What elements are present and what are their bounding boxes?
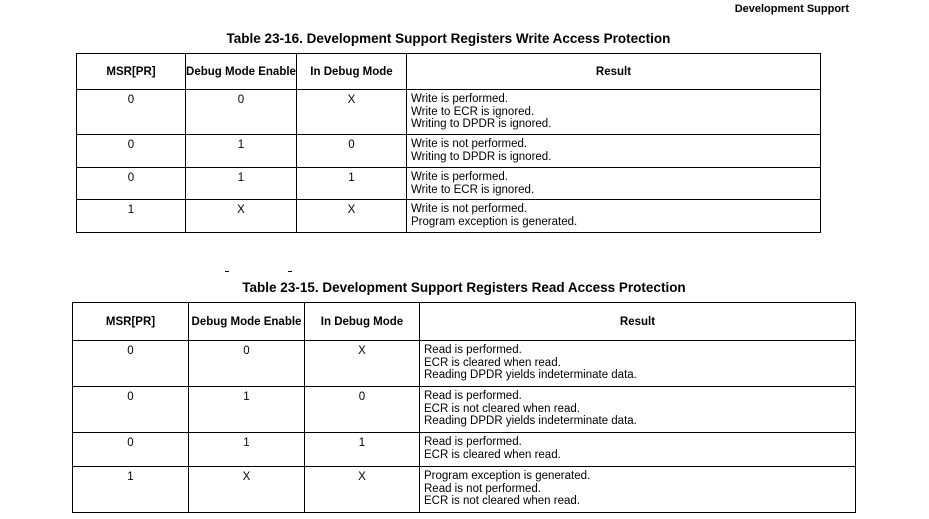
result-line: ECR is not cleared when read. (424, 495, 580, 507)
cell-msr-pr: 0 (77, 90, 186, 135)
table-header-row (77, 54, 821, 90)
write-access-table (76, 53, 821, 233)
table-row (73, 467, 856, 513)
table-write-title: Table 23-16. Development Support Registers Write Access Protection (226, 31, 671, 46)
cell-msr-pr: 0 (73, 433, 189, 467)
result-line: Write to ECR is ignored. (411, 105, 535, 118)
result-line: Program exception is generated. (411, 215, 578, 228)
table-row (77, 168, 821, 200)
result-line: Write is performed. (411, 93, 508, 105)
cell-debug-mode-enable: 1 (189, 433, 305, 467)
cell-result (407, 168, 821, 200)
table-row (73, 433, 856, 467)
result-line: Writing to DPDR is ignored. (411, 118, 552, 130)
result-line: Reading DPDR yields indeterminate data. (424, 415, 637, 427)
column-header-debug-mode-enable: Debug Mode Enable (186, 54, 297, 90)
column-header-msr-pr: MSR[PR] (77, 54, 186, 90)
scan-mark (288, 271, 292, 272)
table-read-title: Table 23-15. Development Support Registers Read Access Protection (242, 280, 686, 295)
column-header-in-debug-mode: In Debug Mode (297, 54, 407, 90)
result-line: Read is performed. (424, 344, 522, 356)
result-line: Read is performed. (424, 390, 522, 402)
result-line: Write is performed. (411, 171, 508, 183)
result-line: Read is not performed. (424, 482, 541, 495)
result-line: ECR is not cleared when read. (424, 402, 580, 415)
cell-in-debug-mode: X (305, 341, 420, 387)
result-line: Writing to DPDR is ignored. (411, 150, 552, 163)
cell-result (407, 90, 821, 135)
column-header-msr-pr: MSR[PR] (73, 303, 189, 341)
table-row (73, 387, 856, 433)
cell-in-debug-mode: X (297, 90, 407, 135)
result-line: Read is performed. (424, 436, 522, 448)
cell-result (420, 467, 856, 513)
cell-in-debug-mode: X (297, 200, 407, 233)
result-line: Reading DPDR yields indeterminate data. (424, 369, 637, 381)
cell-debug-mode-enable: 1 (186, 168, 297, 200)
cell-msr-pr: 0 (77, 135, 186, 168)
scan-mark (225, 271, 229, 272)
cell-in-debug-mode: 1 (305, 433, 420, 467)
result-line: Program exception is generated. (424, 470, 591, 482)
table-row (77, 90, 821, 135)
column-header-debug-mode-enable: Debug Mode Enable (189, 303, 305, 341)
result-line: Write to ECR is ignored. (411, 183, 535, 196)
cell-debug-mode-enable: 1 (189, 387, 305, 433)
cell-msr-pr: 0 (73, 387, 189, 433)
cell-result (420, 433, 856, 467)
cell-msr-pr: 0 (77, 168, 186, 200)
column-header-result: Result (420, 303, 856, 341)
table-header-row (73, 303, 856, 341)
cell-result (420, 387, 856, 433)
result-line: Write is not performed. (411, 203, 528, 215)
result-line: ECR is cleared when read. (424, 356, 561, 369)
cell-in-debug-mode: X (305, 467, 420, 513)
table-row (77, 200, 821, 233)
cell-result (420, 341, 856, 387)
cell-msr-pr: 1 (73, 467, 189, 513)
cell-result (407, 200, 821, 233)
cell-in-debug-mode: 0 (297, 135, 407, 168)
read-access-table (72, 302, 856, 513)
result-line: Write is not performed. (411, 138, 528, 150)
table-row (77, 135, 821, 168)
cell-debug-mode-enable: 0 (189, 341, 305, 387)
cell-msr-pr: 0 (73, 341, 189, 387)
cell-debug-mode-enable: X (186, 200, 297, 233)
cell-msr-pr: 1 (77, 200, 186, 233)
cell-debug-mode-enable: X (189, 467, 305, 513)
cell-in-debug-mode: 0 (305, 387, 420, 433)
cell-debug-mode-enable: 1 (186, 135, 297, 168)
running-header: Development Support (734, 3, 849, 15)
cell-debug-mode-enable: 0 (186, 90, 297, 135)
result-line: ECR is cleared when read. (424, 448, 561, 461)
table-row (73, 341, 856, 387)
cell-result (407, 135, 821, 168)
column-header-result: Result (407, 54, 821, 90)
column-header-in-debug-mode: In Debug Mode (305, 303, 420, 341)
cell-in-debug-mode: 1 (297, 168, 407, 200)
